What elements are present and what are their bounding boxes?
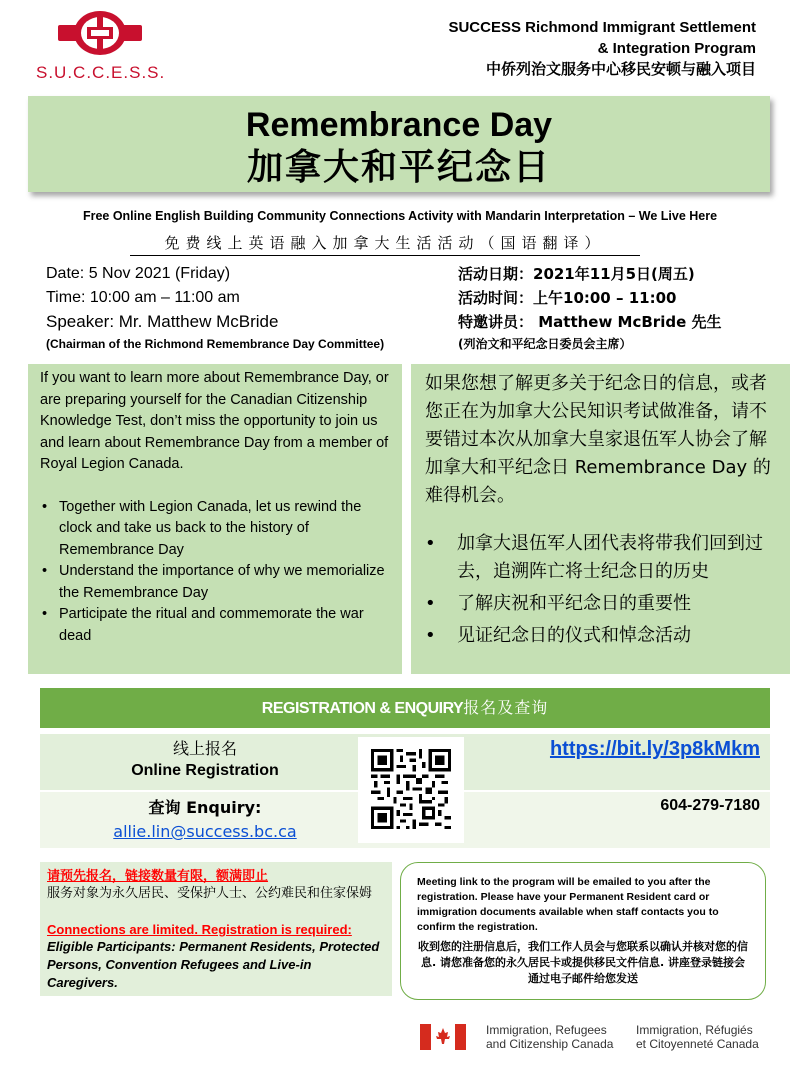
canada-flag-icon <box>420 1024 466 1050</box>
subtitle-chinese: 免费线上英语融入加拿大生活活动（国语翻译） <box>130 232 640 256</box>
list-item: • Participate the ritual and commemorate the war dead <box>40 604 390 647</box>
registration-header-en: REGISTRATION & ENQUIRY <box>261 700 464 717</box>
ircc-fr-line2: et Citoyenneté Canada <box>636 1037 759 1051</box>
enquiry-email-link[interactable]: allie.lin@success.bc.ca <box>113 822 297 841</box>
online-registration-en: Online Registration <box>131 762 279 779</box>
list-item: • 见证纪念日的仪式和悼念活动 <box>425 622 776 650</box>
enquiry-label <box>40 796 370 844</box>
registration-header-zh: 报名及查询 <box>463 698 549 717</box>
meeting-link-notice <box>400 862 766 1000</box>
list-item: • 加拿大退伍军人团代表将带我们回到过去，追溯阵亡将士纪念日的历史 <box>425 530 776 586</box>
ircc-english <box>486 1023 613 1051</box>
registration-link[interactable]: https://bit.ly/3p8kMkm <box>549 738 760 760</box>
title-english: Remembrance Day <box>245 106 553 144</box>
list-item: • Understand the importance of why we memorialize the Remembrance Day <box>40 561 390 604</box>
event-info-english <box>46 262 426 354</box>
list-item: • 了解庆祝和平纪念日的重要性 <box>425 590 776 618</box>
online-registration-label <box>40 738 370 782</box>
org-line-1: SUCCESS Richmond Immigrant Settlement <box>448 19 756 36</box>
event-date-zh: 活动日期：2021年11月5日(周五) <box>458 265 695 283</box>
details-english-panel <box>28 364 402 674</box>
list-item: • Together with Legion Canada, let us rewind the clock and take us back to the history of Remembrance Day <box>40 497 390 562</box>
registration-url <box>440 738 760 761</box>
logo-text: S.U.C.C.E.S.S. <box>36 63 166 82</box>
details-chinese-panel <box>411 364 790 674</box>
eligibility-notice <box>40 862 392 996</box>
success-emblem-icon <box>58 10 142 56</box>
eligibility-en: Eligible Participants: Permanent Residents, Protected Persons, Convention Refugees and Live-in Caregivers. <box>47 939 380 990</box>
org-line-3: 中侨列治文服务中心移民安顿与融入项目 <box>485 61 756 78</box>
ircc-en-line2: and Citizenship Canada <box>486 1037 614 1051</box>
meeting-link-en: Meeting link to the program will be emailed to you after the registration. Please have your Permanent Resident card or immigration documents available when staff contacts you to confirm the registration. <box>417 876 719 933</box>
details-bullets-english <box>40 497 390 648</box>
organization-name <box>356 17 756 81</box>
event-date: Date: 5 Nov 2021 (Friday) <box>46 265 231 282</box>
ircc-en-line1: Immigration, Refugees <box>486 1023 607 1037</box>
details-intro-chinese: 如果您想了解更多关于纪念日的信息，或者您正在为加拿大公民知识考试做准备，请不要错过本次从加拿大皇家退伍军人协会了解加拿大和平纪念日 Remembrance Day 的难得机会。 <box>425 373 771 506</box>
subtitle-english: Free Online English Building Community Connections Activity with Mandarin Interpretation – We Live Here <box>82 209 718 223</box>
title-banner <box>28 96 770 192</box>
enquiry-title: 查询 Enquiry: <box>148 798 262 817</box>
details-intro-english: If you want to learn more about Remembrance Day, or are preparing yourself for the Canadian Citizenship Knowledge Test, don’t miss the opportunity to join us and learn about Remembrance Day from a member of Royal Legion Canada. <box>40 370 389 472</box>
enquiry-phone: 604-279-7180 <box>660 797 760 814</box>
speaker-title: (Chairman of the Richmond Remembrance Day Committee) <box>46 337 385 351</box>
speaker-title-zh: (列治文和平纪念日委员会主席） <box>458 337 632 351</box>
eligibility-zh: 服务对象为永久居民、受保护人士、公约难民和住家保姆 <box>47 886 373 901</box>
event-info-chinese <box>458 262 778 354</box>
event-time-zh: 活动时间：上午10:00 – 11:00 <box>458 289 677 307</box>
qr-code-icon <box>371 749 451 829</box>
meeting-link-zh: 收到您的注册信息后，我们工作人员会与您联系以确认并核对您的信息. 请您准备您的永久居民卡或提供移民文件信息. 讲座登录链接会通过电子邮件给您发送 <box>418 940 748 985</box>
org-line-2: & Integration Program <box>597 40 756 57</box>
registration-warning-zh: 请预先报名，链接数量有限，额满即止 <box>47 869 269 884</box>
success-logo <box>36 10 164 82</box>
ircc-french <box>636 1023 759 1051</box>
details-bullets-chinese <box>425 530 776 650</box>
event-speaker: Speaker: Mr. Matthew McBride <box>46 312 279 331</box>
event-time: Time: 10:00 am – 11:00 am <box>46 289 240 306</box>
qr-code[interactable] <box>358 737 464 843</box>
registration-warning-en: Connections are limited. Registration is required: <box>47 922 352 937</box>
ircc-fr-line1: Immigration, Réfugiés <box>636 1023 753 1037</box>
online-registration-zh: 线上报名 <box>172 739 237 758</box>
title-chinese: 加拿大和平纪念日 <box>246 147 551 188</box>
event-speaker-zh: 特邀讲员： Matthew McBride 先生 <box>458 313 722 331</box>
registration-header <box>40 688 770 728</box>
